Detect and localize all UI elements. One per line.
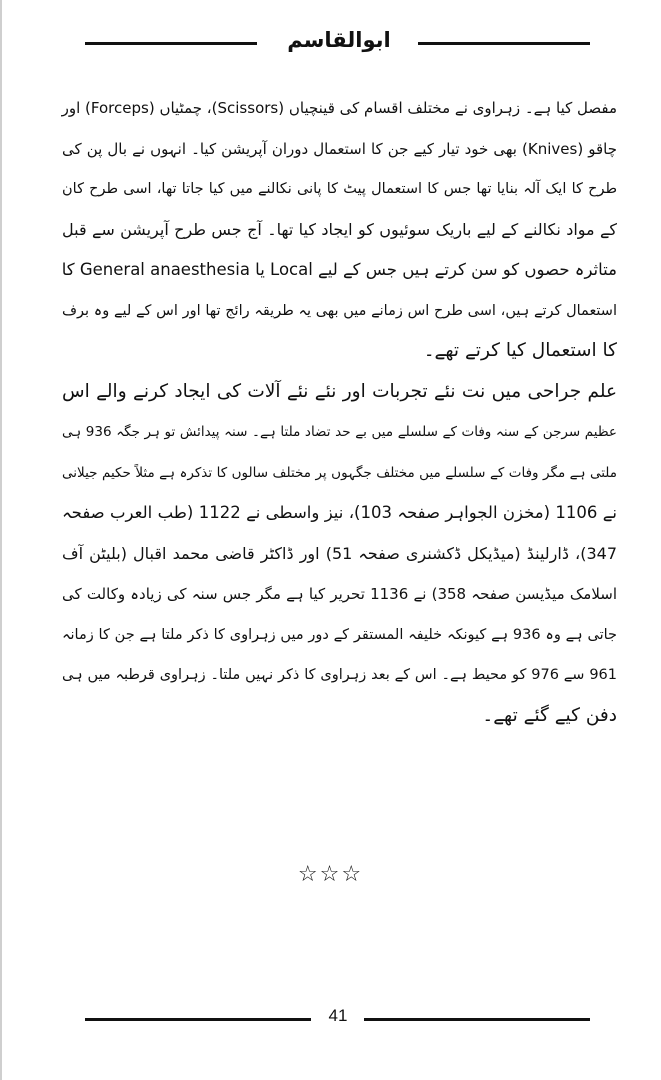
text-line: نے 1106 (مخزن الجواہر صفحہ 103)، نیز واسطی نے 1122 (طب العرب صفحہ — [62, 503, 617, 522]
page-body — [62, 88, 617, 736]
text-line: اسلامک میڈیسن صفحہ 358) نے 1136 تحریر کیا ہے مگر جس سنہ کی زیادہ وکالت کی — [62, 585, 618, 603]
footer-rule-right — [364, 1018, 590, 1021]
text-line: متاثرہ حصوں کو سن کرتے ہیں جس کے لیے Local یا General anaesthesia کا — [61, 260, 617, 279]
text-line: علم جراحی میں نت نئے تجربات اور نئے نئے آلات کی ایجاد کرنے والے اس — [62, 380, 617, 402]
text-line: مفصل کیا ہے۔ زہراوی نے مختلف اقسام کی قینچیاں (Scissors)، چمٹیاں (Forceps) اور — [61, 99, 617, 117]
header-rule-left — [85, 42, 257, 45]
page-number: 41 — [328, 1006, 348, 1025]
running-title: ابوالقاسم — [287, 28, 391, 52]
paragraph-2 — [62, 372, 617, 737]
text-line: 961 سے 976 کو محیط ہے۔ اس کے بعد زہراوی کا ذکر نہیں ملتا۔ زہراوی قرطبہ میں ہی — [62, 667, 617, 683]
text-line: طرح کا ایک آلہ بنایا تھا جس کا استعمال پیٹ کا پانی نکالنے میں کیا جاتا تھا، اسی طرح کان — [62, 181, 617, 197]
footer-rule-left — [85, 1018, 311, 1021]
section-separator-stars: ☆☆☆ — [297, 862, 364, 887]
text-line: جاتی ہے وہ 936 ہے کیونکہ خلیفہ المستقر کے دور میں زہراوی کا ذکر ملتا ہے جن کا زمانہ — [62, 626, 617, 643]
header-rule-right — [418, 42, 590, 45]
paragraph-1 — [62, 88, 617, 372]
page-edge — [0, 0, 2, 1080]
text-line: 347)، ڈارلینڈ (میڈیکل ڈکشنری صفحہ 51) اور ڈاکٹر قاضی محمد اقبال (بلیٹن آف — [62, 543, 618, 563]
page-header — [85, 28, 590, 58]
text-line: دفن کیے گئے تھے۔ — [482, 704, 617, 726]
text-line: عظیم سرجن کے سنہ وفات کے سلسلے میں بے حد تضاد ملتا ہے۔ سنہ پیدائش تو ہر جگہ 936 ہی — [62, 424, 617, 440]
page-footer — [85, 1006, 590, 1030]
text-line: کا استعمال کیا کرتے تھے۔ — [423, 340, 617, 361]
text-line: استعمال کرتے ہیں، اسی طرح اس زمانے میں بھی یہ طریقہ رائج تھا اور اس کے لیے وہ برف — [62, 302, 617, 319]
text-line: ملتی ہے مگر وفات کے سلسلے میں مختلف جگہوں پر مختلف سالوں کا تذکرہ ہے مثلاً حکیم جیلانی — [62, 464, 617, 481]
text-line: کے مواد نکالنے کے لیے باریک سوئیوں کو ایجاد کیا تھا۔ آج جس طرح آپریشن سے قبل — [62, 219, 617, 239]
text-line: چاقو (Knives) بھی خود تیار کیے جن کا استعمال دوران آپریشن کیا۔ انہوں نے بال پن کی — [62, 139, 617, 158]
